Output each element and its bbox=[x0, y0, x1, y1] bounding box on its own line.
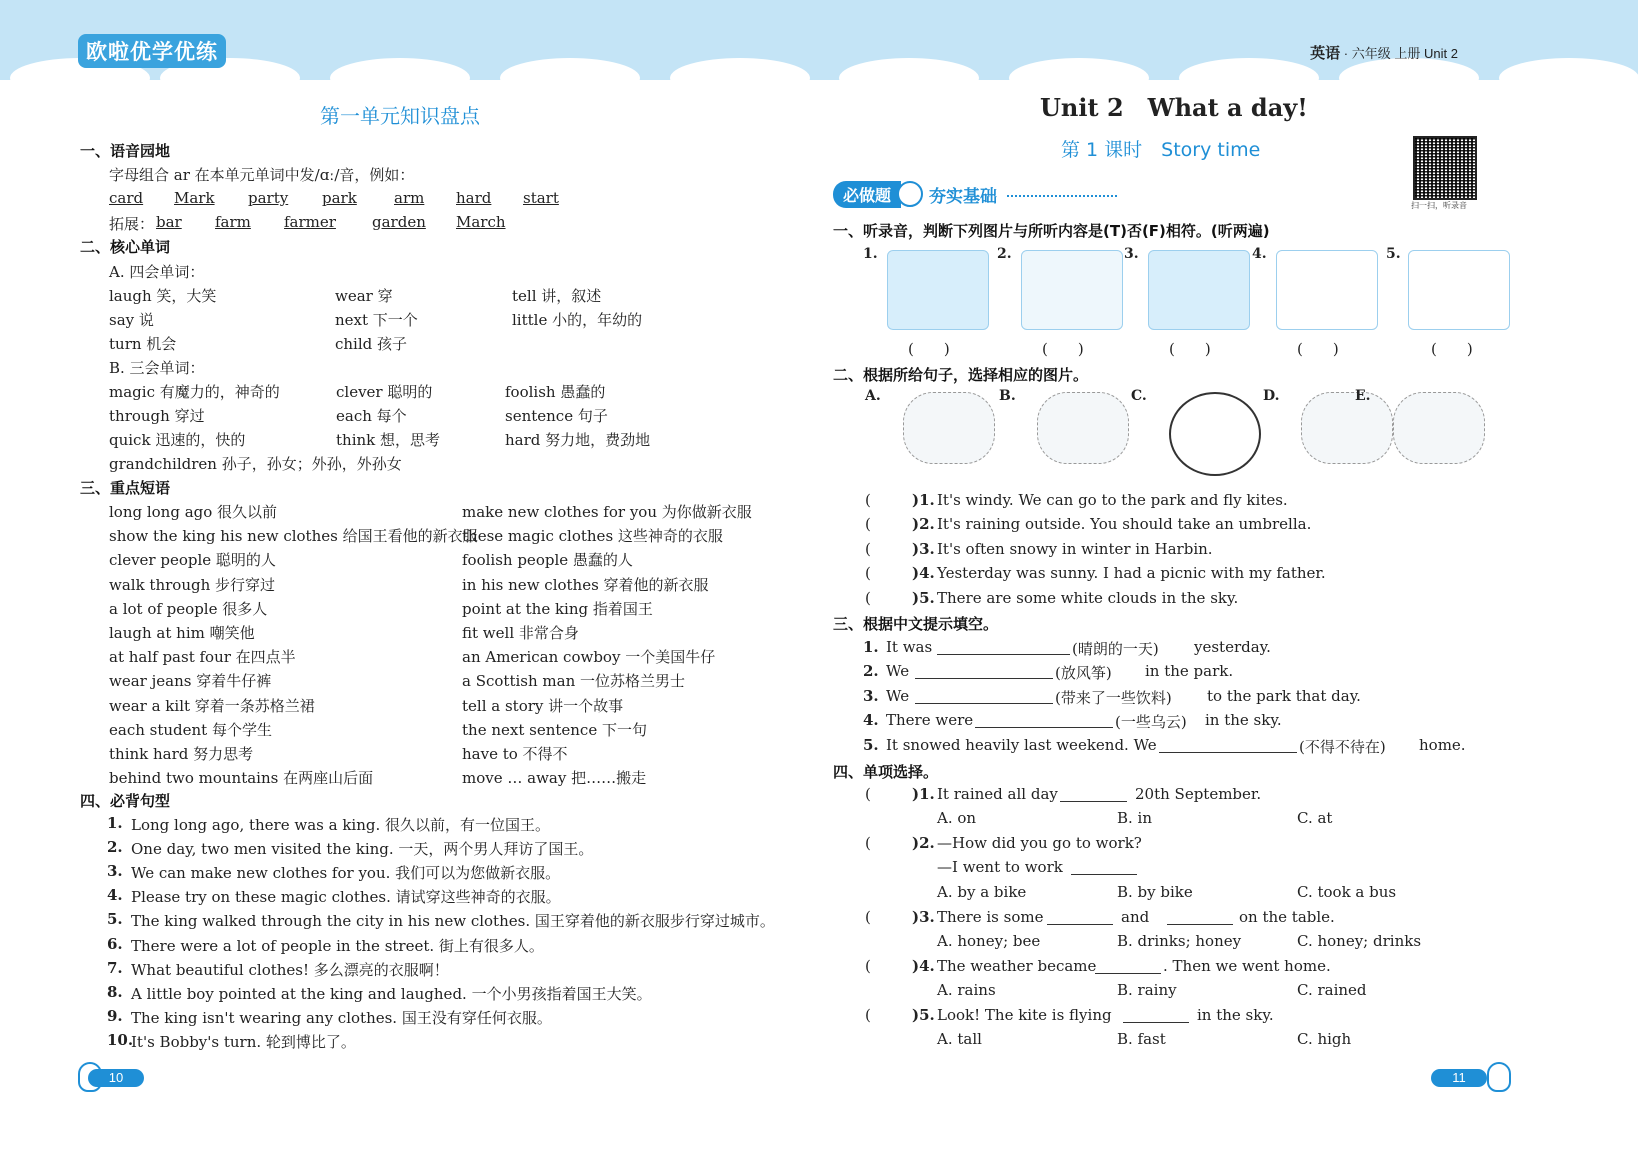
item-number: 1. bbox=[863, 638, 879, 656]
phrase: long long ago 很久以前 bbox=[109, 503, 278, 521]
vocab: foolish 愚蠢的 bbox=[505, 383, 606, 401]
item-number: )4. bbox=[912, 957, 935, 975]
sentence-text: Long long ago, there was a king. 很久以前，有一位国王。 bbox=[131, 816, 551, 834]
picture-label: E. bbox=[1355, 388, 1371, 404]
vocab: child 孩子 bbox=[335, 335, 408, 353]
item-tail: in the park. bbox=[1145, 662, 1234, 681]
item-number: )4. bbox=[912, 564, 935, 583]
answer-blank[interactable] bbox=[1071, 874, 1137, 875]
sentence-text: The king isn't wearing any clothes. 国王没有穿任何衣服。 bbox=[131, 1008, 552, 1027]
phrase: behind two mountains 在两座山后面 bbox=[109, 769, 374, 788]
header-band bbox=[819, 0, 1638, 80]
hand-icon bbox=[1487, 1062, 1511, 1092]
phrase: the next sentence 下一句 bbox=[462, 720, 647, 739]
answer-paren[interactable]: ( bbox=[865, 908, 871, 926]
picture-label: 3. bbox=[1124, 246, 1139, 262]
item-number: )2. bbox=[912, 834, 935, 852]
label: 拓展： bbox=[109, 215, 155, 233]
vocab: grandchildren 孙子，孙女；外孙，外孙女 bbox=[109, 455, 402, 473]
word: March bbox=[456, 213, 506, 231]
answer-paren[interactable]: ( bbox=[865, 785, 871, 803]
unit-title: Unit 2 What a day! bbox=[1040, 93, 1308, 122]
vocab: wear 穿 bbox=[335, 287, 393, 305]
sentence-number: 5. bbox=[107, 910, 123, 929]
sentence-number: 4. bbox=[107, 886, 123, 905]
answer-paren[interactable]: ( ) bbox=[1431, 340, 1473, 358]
answer-blank[interactable] bbox=[1047, 924, 1113, 925]
phrase: a lot of people 很多人 bbox=[109, 599, 268, 618]
item-text: It snowed heavily last weekend. We bbox=[886, 735, 1157, 754]
vocab: tell 讲，叙述 bbox=[512, 287, 602, 305]
weather-picture-1 bbox=[903, 392, 995, 464]
word: farmer bbox=[284, 213, 336, 231]
hint: (带来了一些饮料) bbox=[1055, 688, 1172, 707]
option[interactable]: B. fast bbox=[1117, 1030, 1166, 1048]
item-tail: home. bbox=[1419, 735, 1466, 754]
sentence-number: 6. bbox=[107, 934, 123, 953]
picture-label: 5. bbox=[1386, 246, 1401, 262]
question-tail: . Then we went home. bbox=[1163, 957, 1331, 975]
answer-paren[interactable]: ( bbox=[865, 491, 871, 509]
picture-1 bbox=[887, 250, 989, 330]
hint: (放风筝) bbox=[1055, 664, 1112, 683]
sentence-text: What beautiful clothes! 多么漂亮的衣服啊！ bbox=[131, 960, 449, 979]
item-number: )3. bbox=[912, 539, 935, 558]
phrase: each student 每个学生 bbox=[109, 720, 272, 739]
option[interactable]: B. rainy bbox=[1117, 981, 1177, 999]
vocab: clever 聪明的 bbox=[336, 383, 433, 401]
item-tail: in the sky. bbox=[1205, 711, 1282, 730]
word: bar bbox=[156, 213, 182, 231]
weather-picture-4 bbox=[1301, 392, 1393, 464]
option[interactable]: B. drinks; honey bbox=[1117, 932, 1242, 950]
word: start bbox=[523, 189, 559, 207]
answer-blank[interactable] bbox=[937, 654, 1070, 655]
picture-4 bbox=[1276, 250, 1378, 330]
answer-paren[interactable]: ( bbox=[865, 564, 871, 583]
option[interactable]: C. at bbox=[1297, 809, 1333, 827]
item-tail: to the park that day. bbox=[1207, 686, 1361, 705]
item-number: 3. bbox=[863, 686, 879, 705]
vocab: turn 机会 bbox=[109, 335, 177, 353]
answer-paren[interactable]: ( bbox=[865, 588, 871, 607]
weather-picture-5 bbox=[1393, 392, 1485, 464]
vocab: next 下一个 bbox=[335, 311, 418, 329]
answer-paren[interactable]: ( bbox=[865, 834, 871, 852]
item-tail: yesterday. bbox=[1194, 638, 1271, 656]
question-line2: —I went to work bbox=[937, 858, 1063, 876]
text-line: 字母组合 ar 在本单元单词中发/ɑː/音，例如： bbox=[109, 166, 415, 184]
sentence-text: One day, two men visited the king. 一天，两个男人拜访了国王。 bbox=[131, 840, 594, 859]
answer-blank[interactable] bbox=[975, 727, 1113, 728]
item-text: It's raining outside. You should take an umbrella. bbox=[937, 515, 1312, 534]
section-heading: 一、语音园地 bbox=[80, 142, 171, 160]
page-number: 11 bbox=[1431, 1069, 1487, 1087]
sentence-number: 9. bbox=[107, 1006, 123, 1025]
picture-label: C. bbox=[1131, 388, 1147, 404]
item-number: )5. bbox=[912, 1006, 935, 1024]
sentence-text: The king walked through the city in his new clothes. 国王穿着他的新衣服步行穿过城市。 bbox=[131, 912, 775, 931]
dotted-divider bbox=[1007, 195, 1117, 197]
picture-2 bbox=[1021, 250, 1123, 330]
answer-paren[interactable]: ( bbox=[865, 957, 871, 975]
item-number: 4. bbox=[863, 711, 879, 730]
weather-picture-3 bbox=[1169, 392, 1261, 476]
vocab: magic 有魔力的，神奇的 bbox=[109, 383, 280, 401]
weather-picture-2 bbox=[1037, 392, 1129, 464]
phrase: tell a story 讲一个故事 bbox=[462, 696, 624, 715]
question-heading: 四、单项选择。 bbox=[833, 763, 939, 781]
section-heading: 四、必背句型 bbox=[80, 792, 171, 810]
item-number: )3. bbox=[912, 908, 935, 926]
question-text: Look! The kite is flying bbox=[937, 1006, 1112, 1024]
answer-paren[interactable]: ( bbox=[865, 1006, 871, 1024]
sentence-number: 8. bbox=[107, 982, 123, 1001]
item-text: There are some white clouds in the sky. bbox=[937, 588, 1239, 607]
word: farm bbox=[215, 213, 251, 231]
picture-3 bbox=[1148, 250, 1250, 330]
text-line: A. 四会单词： bbox=[109, 263, 205, 281]
hint: (晴朗的一天) bbox=[1072, 640, 1159, 658]
word: arm bbox=[394, 189, 425, 207]
answer-paren[interactable]: ( ) bbox=[1297, 340, 1339, 358]
lesson-title: 第 1 课时 Story time bbox=[1061, 139, 1261, 161]
vocab: sentence 句子 bbox=[505, 407, 608, 425]
option[interactable]: A. tall bbox=[937, 1030, 982, 1048]
option[interactable]: A. honey; bee bbox=[937, 932, 1041, 950]
right-page bbox=[819, 0, 1638, 1169]
question-text: and bbox=[1121, 908, 1150, 926]
picture-5 bbox=[1408, 250, 1510, 330]
item-text: We bbox=[886, 686, 910, 705]
chart-icon bbox=[897, 181, 923, 207]
option[interactable]: A. rains bbox=[937, 981, 996, 999]
word: park bbox=[322, 189, 357, 207]
question-heading: 二、根据所给句子，选择相应的图片。 bbox=[833, 366, 1089, 384]
grade: 六年级 bbox=[1351, 46, 1391, 61]
phrase: wear a kilt 穿着一条苏格兰裙 bbox=[109, 696, 315, 715]
answer-paren[interactable]: ( ) bbox=[908, 340, 950, 358]
answer-paren[interactable]: ( bbox=[865, 539, 871, 558]
answer-paren[interactable]: ( bbox=[865, 515, 871, 534]
sentence-number: 1. bbox=[107, 814, 123, 832]
word: card bbox=[109, 189, 144, 207]
word: hard bbox=[456, 189, 492, 207]
phrase: have to 不得不 bbox=[462, 745, 568, 763]
unit-label: Unit 2 bbox=[1424, 46, 1458, 61]
tag-subtitle: 夯实基础 bbox=[929, 186, 998, 207]
page-title: 第一单元知识盘点 bbox=[320, 104, 480, 128]
answer-blank[interactable] bbox=[1159, 752, 1297, 753]
option[interactable]: B. by bike bbox=[1117, 883, 1193, 901]
phrase: walk through 步行穿过 bbox=[109, 575, 276, 594]
question-text: It rained all day bbox=[937, 785, 1058, 803]
answer-blank[interactable] bbox=[1123, 1022, 1189, 1023]
answer-blank[interactable] bbox=[915, 678, 1053, 679]
phrase: make new clothes for you 为你做新衣服 bbox=[462, 503, 752, 521]
item-number: )5. bbox=[912, 588, 935, 607]
option[interactable]: A. by a bike bbox=[937, 883, 1027, 901]
picture-label: A. bbox=[865, 388, 881, 404]
answer-paren[interactable]: ( ) bbox=[1042, 340, 1084, 358]
option[interactable]: A. on bbox=[937, 809, 977, 827]
answer-blank[interactable] bbox=[1167, 924, 1233, 925]
item-text: It's windy. We can go to the park and fly kites. bbox=[937, 491, 1288, 509]
option[interactable]: C. honey; drinks bbox=[1297, 932, 1422, 950]
section-tag bbox=[833, 181, 997, 207]
option[interactable]: C. rained bbox=[1297, 981, 1367, 999]
vocab: laugh 笑，大笑 bbox=[109, 287, 217, 305]
question-tail: in the sky. bbox=[1197, 1006, 1274, 1024]
sentence-number: 3. bbox=[107, 862, 123, 881]
vocab: through 穿过 bbox=[109, 407, 205, 425]
phrase: these magic clothes 这些神奇的衣服 bbox=[462, 527, 723, 546]
question-tail: 20th September. bbox=[1135, 785, 1262, 803]
phrase: move … away 把……搬走 bbox=[462, 769, 647, 788]
sentence-number: 7. bbox=[107, 958, 123, 977]
word: Mark bbox=[174, 189, 215, 207]
subject: 英语 bbox=[1310, 45, 1341, 62]
running-header bbox=[1310, 42, 1458, 63]
item-number: )1. bbox=[912, 785, 935, 803]
dot: · bbox=[1343, 46, 1349, 61]
picture-label: B. bbox=[999, 388, 1016, 404]
item-number: )1. bbox=[912, 491, 935, 509]
picture-label: D. bbox=[1263, 388, 1280, 404]
option[interactable]: C. took a bus bbox=[1297, 883, 1397, 901]
phrase: an American cowboy 一个美国牛仔 bbox=[462, 648, 716, 667]
phrase: foolish people 愚蠢的人 bbox=[462, 551, 633, 570]
option[interactable]: B. in bbox=[1117, 809, 1153, 827]
question-text: The weather became bbox=[937, 957, 1097, 975]
item-text: It's often snowy in winter in Harbin. bbox=[937, 539, 1213, 558]
phrase: fit well 非常合身 bbox=[462, 624, 579, 642]
option[interactable]: C. high bbox=[1297, 1030, 1352, 1048]
item-text: Yesterday was sunny. I had a picnic with my father. bbox=[937, 564, 1326, 583]
sentence-text: We can make new clothes for you. 我们可以为您做新衣服。 bbox=[131, 864, 561, 883]
sentence-number: 10. bbox=[107, 1030, 134, 1049]
page-number: 10 bbox=[88, 1069, 144, 1087]
vocab: hard 努力地，费劲地 bbox=[505, 431, 651, 449]
item-text: We bbox=[886, 662, 910, 681]
question-text: —How did you go to work? bbox=[937, 834, 1142, 852]
section-heading: 二、核心单词 bbox=[80, 238, 171, 256]
item-number: 2. bbox=[863, 662, 879, 681]
sentence-text: It's Bobby's turn. 轮到博比了。 bbox=[131, 1032, 356, 1051]
answer-blank[interactable] bbox=[915, 703, 1053, 704]
volume: 上册 bbox=[1394, 46, 1421, 61]
question-heading: 一、听录音，判断下列图片与所听内容是(T)否(F)相符。(听两遍) bbox=[833, 222, 1270, 240]
vocab: quick 迅速的，快的 bbox=[109, 431, 246, 449]
sentence-text: There were a lot of people in the street. 街上有很多人。 bbox=[131, 936, 544, 955]
picture-label: 2. bbox=[997, 246, 1012, 262]
phrase: in his new clothes 穿着他的新衣服 bbox=[462, 575, 709, 594]
item-text: There were bbox=[886, 711, 974, 730]
hint: (一些乌云) bbox=[1115, 713, 1187, 732]
section-heading: 三、重点短语 bbox=[80, 479, 171, 497]
question-tail: on the table. bbox=[1239, 908, 1335, 926]
item-number: 5. bbox=[863, 735, 879, 754]
phrase: laugh at him 嘲笑他 bbox=[109, 624, 255, 642]
answer-blank[interactable] bbox=[1095, 973, 1161, 974]
answer-blank[interactable] bbox=[1060, 801, 1127, 802]
phrase: point at the king 指着国王 bbox=[462, 599, 653, 618]
sentence-number: 2. bbox=[107, 838, 123, 857]
vocab: say 说 bbox=[109, 311, 154, 329]
phrase: think hard 努力思考 bbox=[109, 745, 254, 763]
qr-caption: 扫一扫，听录音 bbox=[1411, 201, 1467, 210]
sentence-text: Please try on these magic clothes. 请试穿这些神奇的衣服。 bbox=[131, 888, 561, 907]
picture-label: 1. bbox=[863, 246, 878, 262]
phrase: at half past four 在四点半 bbox=[109, 648, 296, 667]
question-text: There is some bbox=[937, 908, 1044, 926]
tag-label: 必做题 bbox=[833, 181, 901, 208]
answer-paren[interactable]: ( ) bbox=[1169, 340, 1211, 358]
phrase: show the king his new clothes 给国王看他的新衣服 bbox=[109, 527, 478, 546]
item-text: It was bbox=[886, 638, 933, 656]
word: party bbox=[248, 189, 289, 207]
qr-code-icon[interactable] bbox=[1413, 136, 1477, 200]
text-line: B. 三会单词： bbox=[109, 359, 205, 377]
item-number: )2. bbox=[912, 515, 935, 534]
phrase: a Scottish man 一位苏格兰男士 bbox=[462, 672, 685, 691]
phrase: clever people 聪明的人 bbox=[109, 551, 276, 570]
hint: (不得不待在) bbox=[1299, 737, 1386, 756]
question-heading: 三、根据中文提示填空。 bbox=[833, 615, 999, 633]
vocab: each 每个 bbox=[336, 407, 407, 425]
brand-logo: 欧啦优学优练 bbox=[78, 34, 226, 68]
vocab: think 想，思考 bbox=[336, 431, 441, 449]
word: garden bbox=[372, 213, 426, 231]
vocab: little 小的，年幼的 bbox=[512, 311, 643, 329]
sentence-text: A little boy pointed at the king and laughed. 一个小男孩指着国王大笑。 bbox=[131, 984, 652, 1003]
picture-label: 4. bbox=[1252, 246, 1267, 262]
phrase: wear jeans 穿着牛仔裤 bbox=[109, 672, 272, 691]
